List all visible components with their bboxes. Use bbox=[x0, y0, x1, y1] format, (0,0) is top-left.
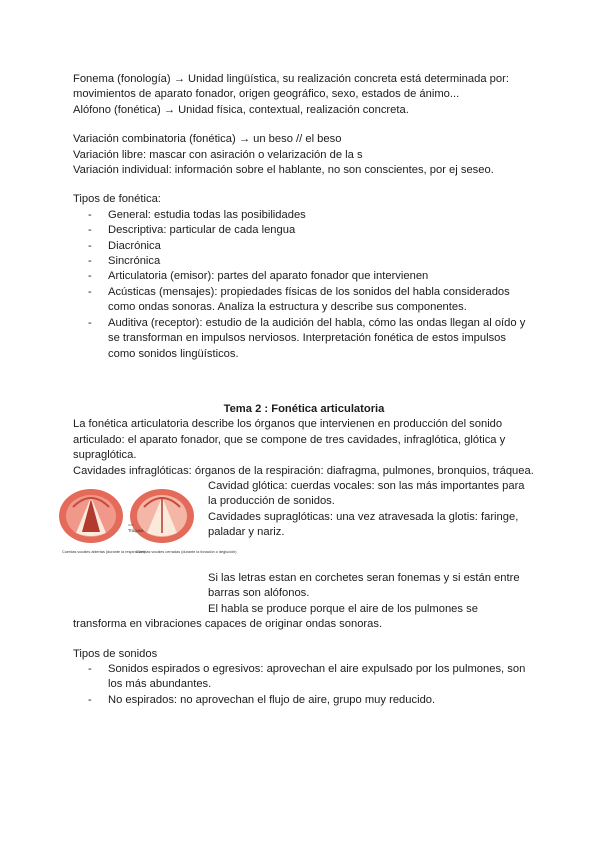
list-item: - Sonidos espirados o egresivos: aprovechan el aire expulsado por los pulmones, son los más abundantes. bbox=[73, 662, 535, 693]
paragraph-fonetica-articulatoria: La fonética articulatoria describe los órganos que intervienen en producción del sonido articulado: el aparato fonador, que se compone de tres cavidades, infraglótica, glótica y supraglótica. bbox=[73, 418, 506, 462]
list-item: - No espirados: no aprovechan el flujo de aire, grupo muy reducido. bbox=[73, 693, 535, 708]
figure-side-text bbox=[208, 479, 528, 541]
figure-row bbox=[62, 479, 535, 571]
paragraph-corchetes: Si las letras estan en corchetes seran fonemas y si están entre barras son alófonos. bbox=[208, 571, 520, 600]
section-heading: Tema 2 : Fonética articulatoria bbox=[223, 402, 385, 415]
list-item: - General: estudia todas las posibilidades bbox=[73, 208, 535, 223]
paragraph-habla-line1: El habla se produce porque el aire de los pulmones se bbox=[208, 602, 478, 615]
figure-caption-open: Cuerdas vocales abiertas (durante la respiración) bbox=[62, 549, 145, 554]
paragraph-cavidades-infragloticas: Cavidades infraglóticas: órganos de la respiración: diafragma, pulmones, bronquios, tráquea. bbox=[73, 464, 534, 477]
vocal-cords-illustration bbox=[58, 485, 237, 565]
figure-label-trachea: Tráquea bbox=[128, 527, 144, 533]
paragraph-cavidad-glotica: Cavidad glótica: cuerdas vocales: son las más importantes para la producción de sonidos. bbox=[208, 479, 525, 508]
alofono-definition: Alófono (fonética) → Unidad física, contextual, realización concreta. bbox=[73, 103, 409, 116]
tipos-fonetica-list bbox=[73, 208, 535, 362]
paragraph-habla-line2: transforma en vibraciones capaces de originar ondas sonoras. bbox=[73, 618, 383, 631]
list-item: - Acústicas (mensajes): propiedades físicas de los sonidos del habla considerados como ondas sonoras. Analiza la estructura y describe sus componentes. bbox=[73, 285, 535, 316]
variacion-combinatoria: Variación combinatoria (fonética) → un beso // el beso bbox=[73, 133, 342, 146]
list-item: - Auditiva (receptor): estudio de la audición del habla, cómo las ondas llegan al oído y se transforman en impulsos nerviosos. Interpretación fonética de estos impulsos como sonidos lingüísticos. bbox=[73, 316, 535, 362]
list-item: - Articulatoria (emisor): partes del aparato fonador que intervienen bbox=[73, 269, 535, 284]
list-item: - Diacrónica bbox=[73, 239, 535, 254]
figure-caption-closed: Cuerdas vocales cerradas (durante la fonación o deglución) bbox=[136, 549, 237, 554]
tipos-sonidos-title: Tipos de sonidos bbox=[73, 647, 158, 660]
fonema-definition-line2: movimientos de aparato fonador, origen geográfico, sexo, estados de ánimo... bbox=[73, 88, 460, 101]
variacion-libre: Variación libre: mascar con asiración o velarización de la s bbox=[73, 148, 363, 161]
document-page bbox=[62, 72, 535, 708]
paragraph-cavidades-supragloticas: Cavidades supraglóticas: una vez atravesada la glotis: faringe, paladar y nariz. bbox=[208, 510, 519, 539]
list-item: - Sincrónica bbox=[73, 254, 535, 269]
list-item: - Descriptiva: particular de cada lengua bbox=[73, 223, 535, 238]
tipos-fonetica-title: Tipos de fonética: bbox=[73, 193, 161, 206]
variacion-individual: Variación individual: información sobre el hablante, no son conscientes, por ej seseo. bbox=[73, 164, 494, 177]
fonema-definition-line1: Fonema (fonología) → Unidad lingüística, su realización concreta está determinada por: bbox=[73, 73, 509, 85]
tipos-sonidos-list bbox=[73, 662, 535, 708]
